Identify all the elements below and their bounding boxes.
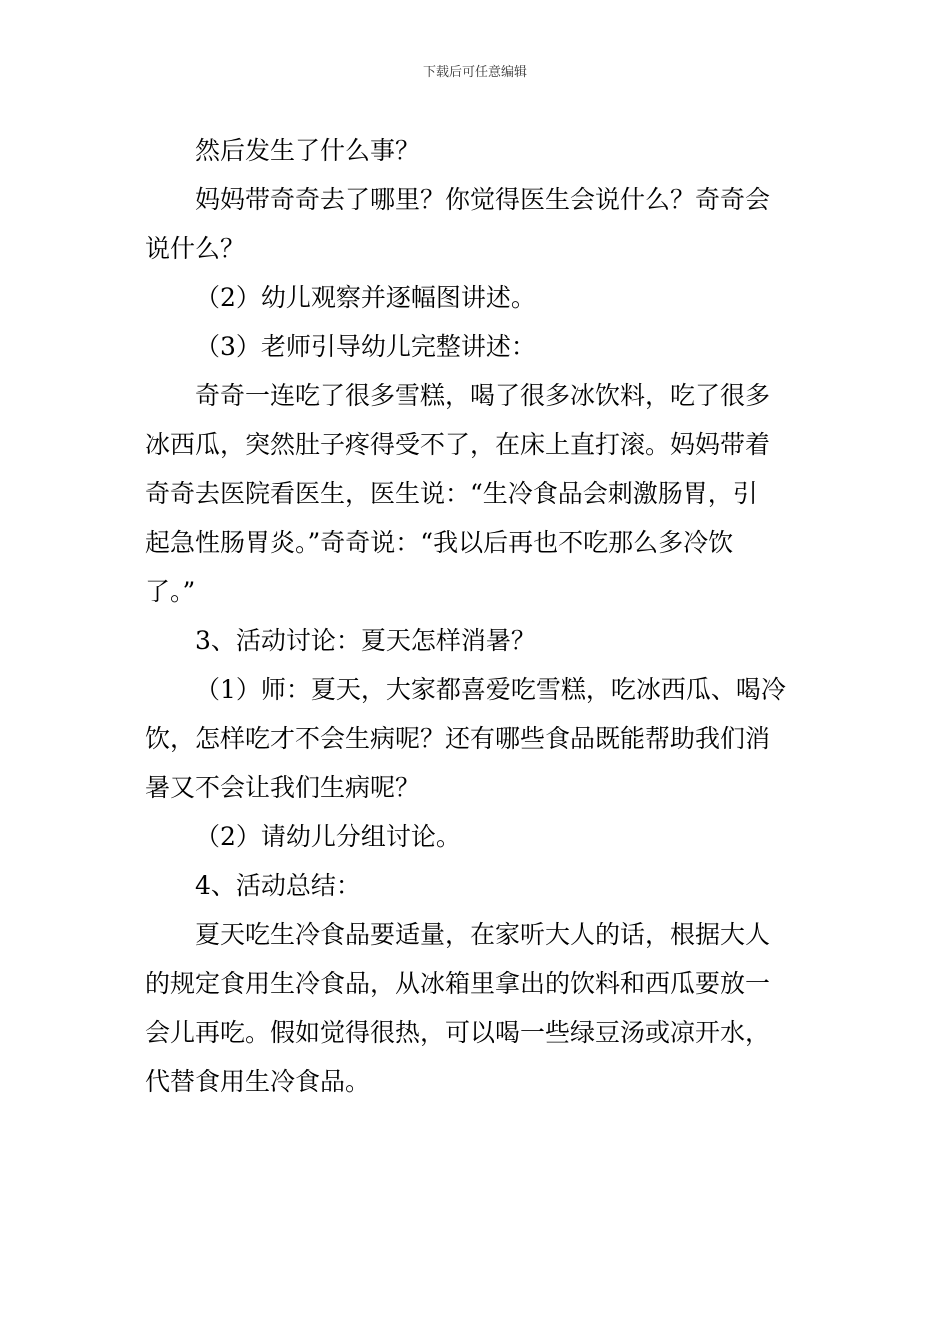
text-line: 饮，怎样吃才不会生病呢？还有哪些食品既能帮助我们消 (145, 724, 771, 753)
paragraph-question-hospital (145, 175, 810, 273)
paragraph-section-3-heading (145, 616, 810, 665)
text-line: 4、活动总结： (195, 871, 361, 900)
document-body (145, 126, 810, 1106)
paragraph-group-discussion (145, 812, 810, 861)
text-line: 奇奇去医院看医生，医生说：“生冷食品会刺激肠胃，引 (145, 479, 758, 508)
paragraph-summary (145, 910, 810, 1106)
text-line: 然后发生了什么事？ (195, 136, 421, 165)
text-line: （3）老师引导幼儿完整讲述： (195, 332, 536, 361)
text-line: 奇奇一连吃了很多雪糕，喝了很多冰饮料，吃了很多 (195, 381, 771, 410)
text-line: 说什么？ (145, 234, 246, 263)
text-line: 3、活动讨论：夏天怎样消暑？ (195, 626, 536, 655)
text-line: 会儿再吃。假如觉得很热，可以喝一些绿豆汤或凉开水， (145, 1018, 771, 1047)
text-line: 了。” (145, 577, 196, 606)
text-line: （2）幼儿观察并逐幅图讲述。 (195, 283, 536, 312)
paragraph-teacher-question (145, 665, 810, 812)
paragraph-question-what-happened (145, 126, 810, 175)
text-line: 夏天吃生冷食品要适量，在家听大人的话，根据大人 (195, 920, 771, 949)
paragraph-section-4-heading (145, 861, 810, 910)
paragraph-step-3 (145, 322, 810, 371)
text-line: （2）请幼儿分组讨论。 (195, 822, 461, 851)
text-line: 冰西瓜，突然肚子疼得受不了，在床上直打滚。妈妈带着 (145, 430, 771, 459)
text-line: 暑又不会让我们生病呢？ (145, 773, 421, 802)
text-line: 起急性肠胃炎。”奇奇说：“我以后再也不吃那么多冷饮 (145, 528, 734, 557)
text-line: 代替食用生冷食品。 (145, 1067, 371, 1096)
text-line: （1）师：夏天，大家都喜爱吃雪糕，吃冰西瓜、喝冷 (195, 675, 786, 704)
page-header: 下载后可任意编辑 (422, 65, 527, 80)
text-line: 妈妈带奇奇去了哪里？你觉得医生会说什么？奇奇会 (195, 185, 771, 214)
paragraph-step-2 (145, 273, 810, 322)
paragraph-story (145, 371, 810, 616)
text-line: 的规定食用生冷食品，从冰箱里拿出的饮料和西瓜要放一 (145, 969, 771, 998)
